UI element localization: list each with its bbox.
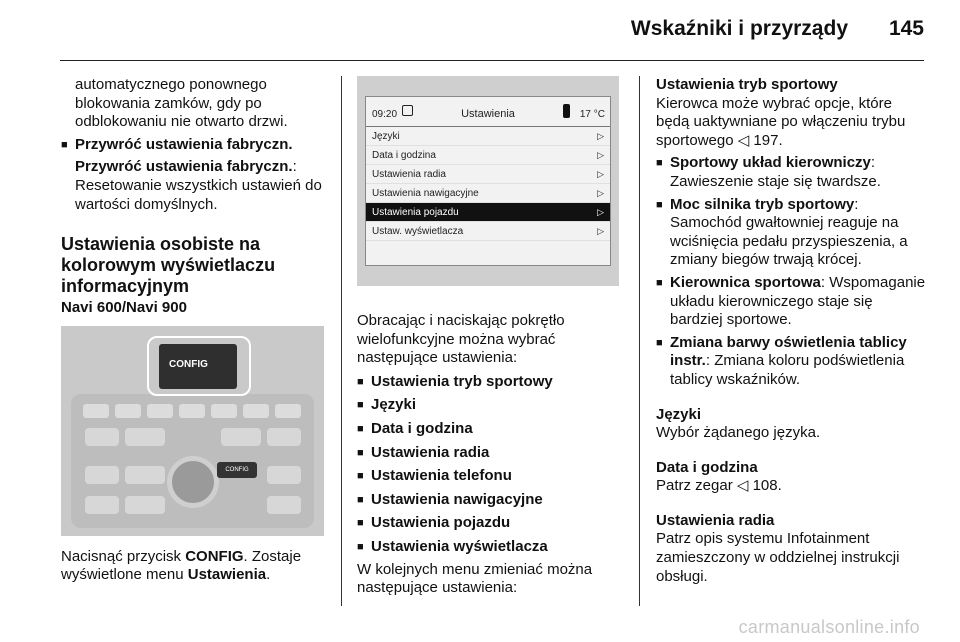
list-item: ■ Data i godzina bbox=[357, 420, 622, 439]
column-2 bbox=[357, 76, 622, 598]
arrow-right-icon: ▷ bbox=[597, 207, 604, 217]
screen-status-bar bbox=[366, 97, 610, 127]
list-item: ■ Kierownica sportowa: Wspomaganie układu kierowniczego staje się bardziej sportowe. bbox=[656, 274, 926, 330]
list-item: ■ Sportowy układ kierowniczy: Zawieszenie staje się twardsze. bbox=[656, 154, 926, 191]
lang-text: Wybór żądanego języka. bbox=[656, 424, 821, 442]
watermark: carmanualsonline.info bbox=[738, 617, 920, 637]
column-3 bbox=[656, 76, 926, 586]
screen-title: Ustawienia bbox=[461, 108, 515, 120]
menu-item-radio: Ustawienia radia ▷ bbox=[366, 165, 610, 184]
press-config-text: Nacisnąć przycisk CONFIG. Zostaje wyświetlone menu Ustawienia. bbox=[61, 547, 302, 584]
sport-text: Kierowca może wybrać opcje, które będą uaktywniane po włączeniu trybu sportowego ◁ 197. bbox=[656, 94, 906, 149]
radio-heading: Ustawienia radia bbox=[656, 511, 775, 529]
list-item: ■ Ustawienia tryb sportowy bbox=[357, 373, 622, 392]
list-item: ■ Moc silnika tryb sportowy: Samochód gwałtowniej reaguje na wciśnięcia pedału przyspieszenia, a zmiany biegów trwają krócej. bbox=[656, 196, 926, 270]
section-heading: Ustawienia osobiste na kolorowym wyświetlaczu informacyjnym bbox=[61, 234, 276, 297]
console-button bbox=[221, 428, 261, 446]
date-heading: Data i godzina bbox=[656, 458, 758, 476]
continued-text: automatycznego ponownego blokowania zamków, gdy po odblokowaniu nie otwarto drzwi. bbox=[75, 76, 288, 131]
console-button bbox=[85, 466, 119, 484]
sport-heading: Ustawienia tryb sportowy bbox=[656, 76, 838, 93]
menu-item-pojazd-selected: Ustawienia pojazdu ▷ bbox=[366, 203, 610, 222]
page-number: 145 bbox=[888, 17, 924, 40]
settings-display-illustration bbox=[357, 76, 619, 286]
console-button bbox=[85, 496, 119, 514]
arrow-right-icon: ▷ bbox=[597, 169, 604, 179]
list-item: ■ Zmiana barwy oświetlenia tablicy instr.: Zmiana koloru podświetlenia tablicy wskaźników. bbox=[656, 334, 926, 390]
list-item: ■ Ustawienia wyświetlacza bbox=[357, 538, 622, 557]
console-button bbox=[267, 466, 301, 484]
arrow-right-icon: ▷ bbox=[597, 150, 604, 160]
menu-item-wyswietlacz: Ustaw. wyświetlacza ▷ bbox=[366, 222, 610, 241]
section-subheading: Navi 600/Navi 900 bbox=[61, 299, 187, 317]
reset-desc: : Resetowanie wszystkich ustawień do wartości domyślnych. bbox=[75, 158, 322, 213]
preset-buttons bbox=[83, 404, 301, 418]
chapter-title: Wskaźniki i przyrządy bbox=[630, 17, 848, 40]
arrow-right-icon: ▷ bbox=[597, 131, 604, 141]
console-button bbox=[125, 466, 165, 484]
header-rule bbox=[60, 60, 924, 61]
console-button bbox=[267, 496, 301, 514]
column-divider-1 bbox=[341, 76, 342, 606]
reset-term: Przywróć ustawienia fabryczn. bbox=[75, 158, 293, 176]
console-button bbox=[267, 428, 301, 446]
column-1 bbox=[61, 76, 326, 585]
radio-text: Patrz opis systemu Infotainment zamieszczony w oddzielnej instrukcji obsługi. bbox=[656, 530, 900, 585]
console-button bbox=[85, 428, 119, 446]
menu-item-data-godzina: Data i godzina ▷ bbox=[366, 146, 610, 165]
arrow-right-icon: ▷ bbox=[597, 188, 604, 198]
menu-item-jezyki: Języki ▷ bbox=[366, 127, 610, 146]
config-callout-label: CONFIG bbox=[169, 358, 208, 370]
multifunction-knob bbox=[167, 456, 219, 508]
arrow-right-icon: ▷ bbox=[597, 226, 604, 236]
thermometer-icon bbox=[563, 104, 570, 118]
reset-description bbox=[61, 158, 326, 214]
page-header bbox=[0, 0, 960, 62]
console-photo bbox=[61, 326, 324, 536]
column-divider-2 bbox=[639, 76, 640, 606]
console-button bbox=[125, 496, 165, 514]
outro-text: W kolejnych menu zmieniać można następujące ustawienia: bbox=[357, 560, 593, 597]
bullet-reset: ■ Przywróć ustawienia fabryczn. bbox=[61, 136, 326, 155]
screen-temperature: 17 °C bbox=[579, 109, 605, 120]
list-item: ■ Języki bbox=[357, 396, 622, 415]
settings-screen bbox=[365, 96, 611, 266]
list-item: ■ Ustawienia telefonu bbox=[357, 467, 622, 486]
screen-time: 09:20 bbox=[372, 109, 398, 120]
intro-text: Obracając i naciskając pokrętło wielofunkcyjne można wybrać następujące ustawienia: bbox=[357, 312, 565, 367]
console-button bbox=[125, 428, 165, 446]
menu-item-nawigacja: Ustawienia nawigacyjne ▷ bbox=[366, 184, 610, 203]
list-item: ■ Ustawienia nawigacyjne bbox=[357, 491, 622, 510]
date-text: Patrz zegar ◁ 108. bbox=[656, 477, 782, 495]
lang-heading: Języki bbox=[656, 405, 702, 423]
config-button: CONFIG bbox=[217, 462, 257, 478]
list-item: ■ Ustawienia radia bbox=[357, 444, 622, 463]
list-item: ■ Ustawienia pojazdu bbox=[357, 514, 622, 533]
